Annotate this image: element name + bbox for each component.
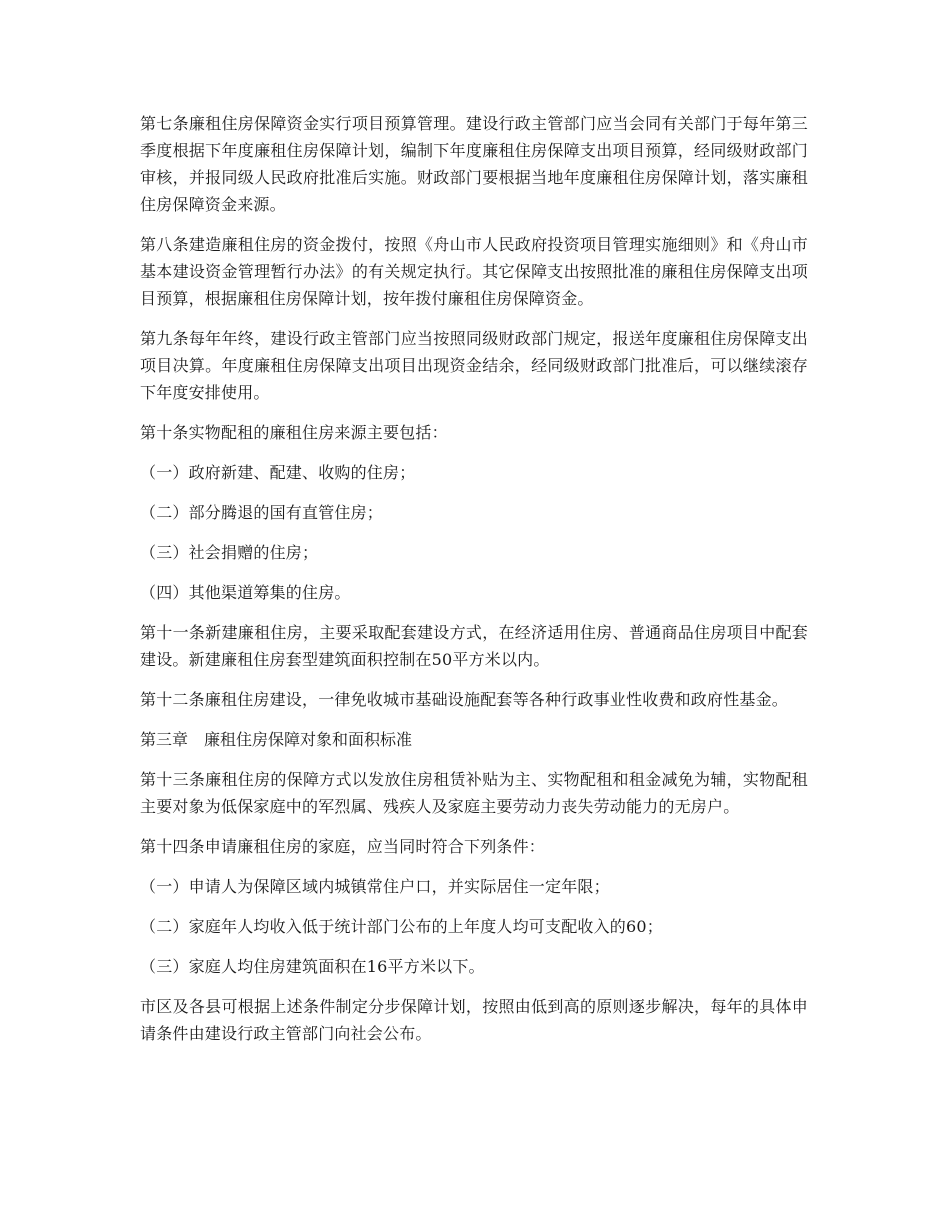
article-14-item-1: （一）申请人为保障区域内城镇常住户口，并实际居住一定年限；	[140, 877, 610, 896]
article-14-item-2: （二）家庭年人均收入低于统计部门公布的上年度人均可支配收入的60；	[140, 917, 663, 936]
article-10: 第十条实物配租的廉租住房来源主要包括：	[140, 423, 448, 442]
article-12: 第十二条廉租住房建设，一律免收城市基础设施配套等各种行政事业性收费和政府性基金。	[140, 690, 789, 709]
closing-paragraph: 市区及各县可根据上述条件制定分步保障计划，按照由低到高的原则逐步解决，每年的具体申请条件由建设行政主管部门向社会公布。	[140, 997, 808, 1043]
article-10-item-3: （三）社会捐赠的住房；	[140, 543, 319, 562]
chapter-3-heading: 第三章 廉租住房保障对象和面积标准	[140, 730, 413, 749]
article-7: 第七条廉租住房保障资金实行项目预算管理。建设行政主管部门应当会同有关部门于每年第三季度根据下年度廉租住房保障计划，编制下年度廉租住房保障支出项目预算，经同级财政部门审核，并报同级人民政府批准后实施。财政部门要根据当地年度廉租住房保障计划，落实廉租住房保障资金来源。	[140, 114, 808, 214]
document-body	[140, 110, 808, 1060]
article-13: 第十三条廉租住房的保障方式以发放住房租赁补贴为主、实物配租和租金减免为辅，实物配租主要对象为低保家庭中的军烈属、残疾人及家庭主要劳动力丧失劳动能力的无房户。	[140, 770, 808, 816]
article-10-item-1: （一）政府新建、配建、收购的住房；	[140, 463, 416, 482]
article-10-item-2: （二）部分腾退的国有直管住房；	[140, 503, 384, 522]
article-9: 第九条每年年终，建设行政主管部门应当按照同级财政部门规定，报送年度廉租住房保障支出项目决算。年度廉租住房保障支出项目出现资金结余，经同级财政部门批准后，可以继续滚存下年度安排使用。	[140, 329, 808, 402]
article-10-item-4: （四）其他渠道筹集的住房。	[140, 583, 351, 602]
article-8: 第八条建造廉租住房的资金拨付，按照《舟山市人民政府投资项目管理实施细则》和《舟山市基本建设资金管理暂行办法》的有关规定执行。其它保障支出按照批准的廉租住房保障支出项目预算，根据廉租住房保障计划，按年拨付廉租住房保障资金。	[140, 235, 808, 308]
article-14-item-3: （三）家庭人均住房建筑面积在16平方米以下。	[140, 957, 485, 976]
article-11: 第十一条新建廉租住房，主要采取配套建设方式，在经济适用住房、普通商品住房项目中配套建设。新建廉租住房套型建筑面积控制在50平方米以内。	[140, 623, 808, 669]
article-14: 第十四条申请廉租住房的家庭，应当同时符合下列条件：	[140, 837, 546, 856]
